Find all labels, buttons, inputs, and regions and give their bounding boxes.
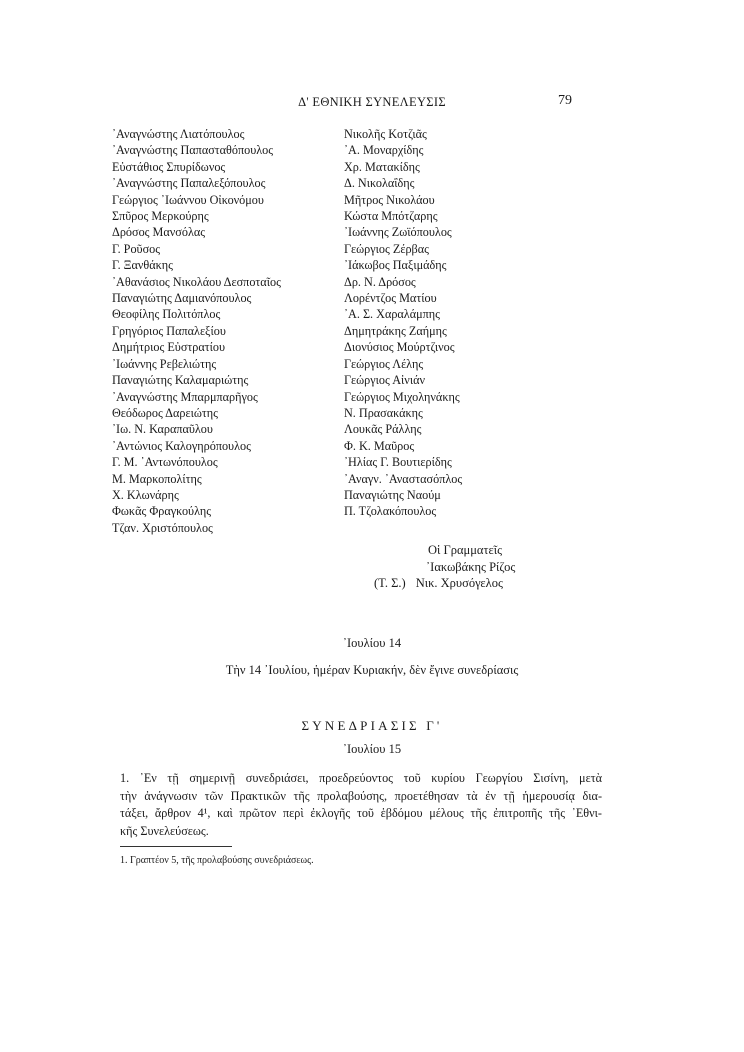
signatory-name: Δημητράκης Ζαήμης — [344, 323, 447, 338]
signatory-name: ᾿Αντώνιος Καλογηρόπουλος — [112, 438, 251, 453]
signatory-name: Νικολῆς Κοτζιᾶς — [344, 127, 427, 141]
signatory-name: ᾿Αναγνώστης Λιατόπουλος — [112, 127, 245, 141]
signatory-name: Τζαν. Χριστόπουλος — [112, 520, 213, 535]
signatory-name: ᾿Ιωάννης Ρεβελιώτης — [112, 356, 217, 371]
signatory-name: ᾿Α. Μοναρχίδης — [344, 143, 424, 158]
signatory-name: Γεώργιος Λέλης — [344, 356, 424, 371]
secretary-name-text: Νικ. Χρυσόγελος — [415, 576, 503, 590]
signatory-name: ᾿Ιωάννης Ζωϊόπουλος — [344, 225, 452, 240]
seal-mark: (Τ. Σ.) — [374, 576, 406, 590]
signatory-name: Παναγιώτης Δαμιανόπουλος — [112, 291, 252, 306]
footnote: 1. Γραπτέον 5, τῆς προλαβούσης συνεδριάσεως. — [120, 855, 314, 866]
page-number: 79 — [558, 93, 572, 108]
date-heading: ᾿Ιουλίου 14 — [342, 636, 402, 650]
signatory-name: ᾿Ηλίας Γ. Βουτιερίδης — [344, 455, 452, 470]
signatory-name: Δρ. Ν. Δρόσος — [344, 274, 416, 289]
signatory-name: Παναγιώτης Καλαμαριώτης — [112, 373, 249, 388]
signatory-name: Χ. Κλωνάρης — [112, 487, 179, 502]
paragraph-line: τὴν ἀνάγνωσιν τῶν Πρακτικῶν τῆς προλαβούσης, προετέθησαν τὰ ἐν τῇ ἡμερουσίᾳ δια- — [120, 788, 602, 803]
signatory-name: Ν. Πρασακάκης — [344, 405, 423, 420]
signatory-name: ᾿Αθανάσιος Νικολάου Δεσποταῖος — [112, 274, 281, 289]
secretary-name — [374, 576, 503, 591]
paragraph-line: 1. ᾿Εν τῇ σημερινῇ συνεδριάσει, προεδρεύοντος τοῦ κυρίου Γεωργίου Σισίνη, μετὰ — [120, 771, 602, 785]
signatories-left-column — [112, 126, 281, 536]
signatory-name: Π. Τζολακόπουλος — [344, 504, 437, 519]
signatory-name: Γεώργιος Ζέρβας — [344, 241, 429, 256]
paragraph-line: τάξει, ἄρθρον 4¹, καὶ πρῶτον περὶ ἐκλογῆς τοῦ ἑβδόμου μέλους τῆς ἐπιτροπῆς τῆς ᾿Εθνι- — [120, 806, 602, 820]
signatory-name: Δημήτριος Εὐστρατίου — [112, 340, 226, 355]
signatory-name: Σπῦρος Μερκούρης — [112, 209, 209, 224]
session-date: ᾿Ιουλίου 15 — [342, 742, 402, 756]
signatory-name: ᾿Ιάκωβος Παξιμάδης — [344, 258, 447, 273]
signatory-name: Χρ. Ματακίδης — [344, 159, 420, 174]
signatory-name: Φωκᾶς Φραγκούλης — [112, 504, 212, 519]
signatory-name: Λορέντζος Ματίου — [344, 291, 437, 306]
signatory-name: Λουκᾶς Ράλλης — [344, 422, 422, 437]
signatory-name: ᾿Αναγνώστης Μπαρμπαρῆγος — [112, 389, 258, 404]
signatory-name: Δρόσος Μανσόλας — [112, 225, 206, 240]
paragraph-line: κῆς Συνελεύσεως. — [120, 823, 209, 838]
signatory-name: Γ. Μ. ᾿Αντωνόπουλος — [112, 455, 218, 470]
signatory-name: Θεοφίλης Πολιτόπλος — [112, 307, 221, 322]
secretary-name: ᾿Ιακωβάκης Ρίζος — [426, 560, 516, 574]
signatory-name: Φ. Κ. Μαῦρος — [344, 438, 415, 453]
signatory-name: Κώστα Μπότζαρης — [344, 209, 438, 224]
signatory-name: Διονύσιος Μούρτζινος — [344, 340, 455, 355]
signatory-name: Θεόδωρος Δαρειώτης — [112, 405, 218, 420]
signatory-name: Γρηγόριος Παπαλεξίου — [112, 323, 226, 338]
signatory-name: ᾿Ιω. Ν. Καραπαῦλου — [112, 422, 213, 437]
no-session-note: Τὴν 14 ᾿Ιουλίου, ἡμέραν Κυριακήν, δὲν ἔγινε συνεδρίασις — [225, 663, 519, 677]
running-title: Δ' ΕΘΝΙΚΗ ΣΥΝΕΛΕΥΣΙΣ — [298, 95, 446, 109]
signatory-name: Παναγιώτης Ναούμ — [344, 487, 441, 502]
session-paragraph — [120, 770, 602, 840]
signatory-name: Γ. Ροῦσος — [112, 241, 161, 256]
signatory-name: Γεώργιος Μιχοληνάκης — [344, 389, 460, 404]
signatory-name: ᾿Αναγν. ᾿Αναστασόπλος — [344, 471, 463, 486]
signatory-name: Γεώργιος Αἰνιάν — [344, 373, 425, 388]
signatory-name: Εὐστάθιος Σπυρίδωνος — [112, 159, 226, 174]
signatory-name: ᾿Αναγνώστης Παπασταθόπουλος — [112, 143, 274, 158]
signatory-name: Γεώργιος ᾿Ιωάννου Οἰκονόμου — [112, 192, 264, 207]
footnote-rule — [120, 846, 232, 847]
session-title: ΣΥΝΕΔΡΙΑΣΙΣ Γ' — [301, 718, 443, 733]
signatory-name: ᾿Αναγνώστης Παπαλεξόπουλος — [112, 176, 266, 191]
secretaries-heading: Οἱ Γραμματεῖς — [428, 543, 503, 557]
signatory-name: Μῆτρος Νικολάου — [344, 192, 435, 207]
signatory-name: ᾿Α. Σ. Χαραλάμπης — [344, 307, 440, 322]
signatory-name: Γ. Ξανθάκης — [112, 258, 173, 273]
signatory-name: Δ. Νικολαΐδης — [344, 176, 415, 191]
signatories-right-column — [344, 126, 462, 520]
signatory-name: Μ. Μαρκοπολίτης — [112, 471, 202, 486]
